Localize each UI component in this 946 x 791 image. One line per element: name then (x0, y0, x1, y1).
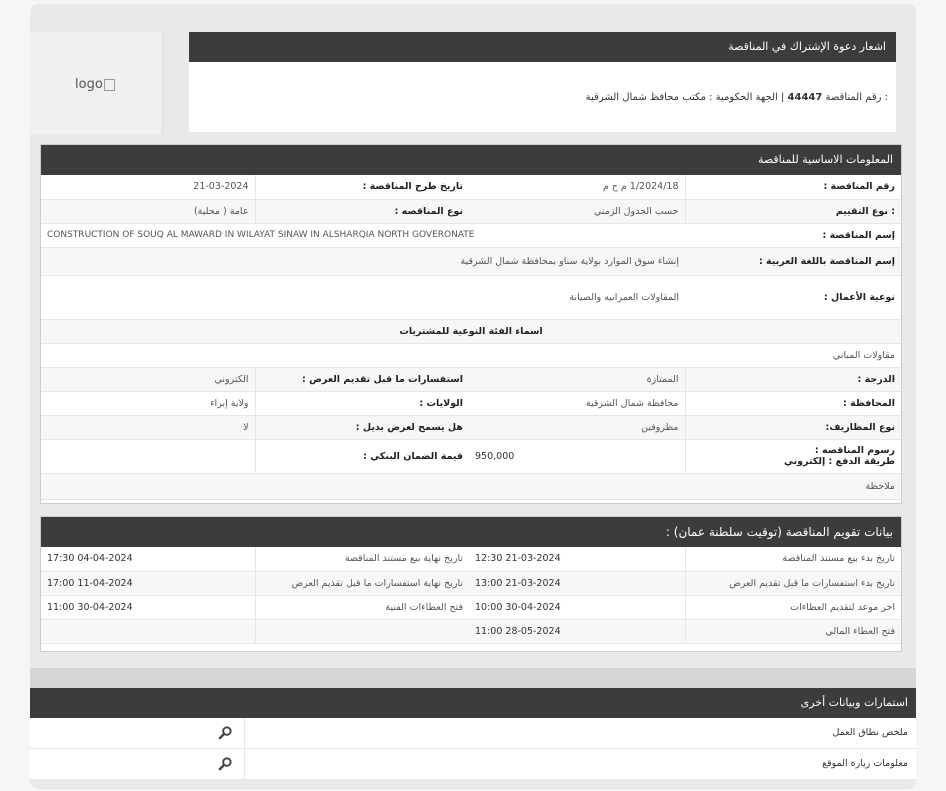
notice-prefix: : رقم المناقصة (825, 92, 888, 103)
search-icon[interactable] (218, 756, 233, 771)
table-row (41, 223, 901, 247)
form-label-scope-summary: ملخص نطاق العمل (832, 727, 908, 738)
value-doc-sale-end: 17:30 04-04-2024 (41, 547, 255, 571)
table-row (41, 247, 901, 275)
empty-value (41, 619, 255, 643)
label-governorate: المحافظة : (685, 391, 901, 415)
forms-list (30, 718, 916, 780)
notice-title-bar (189, 32, 896, 62)
value-issue-date: 21-03-2024 (41, 175, 255, 199)
label-pre-bid-inquiries: استفسارات ما قبل تقديم العرض : (255, 367, 469, 391)
label-wilayats: الولايات : (255, 391, 469, 415)
label-note: ملاحظة (41, 473, 901, 499)
label-inquiries-end: تاريخ نهاية استفسارات ما قبل تقديم العرض (255, 571, 469, 595)
label-tender-name-arabic: إسم المناقصة باللغة العربية : (685, 247, 901, 275)
label-issue-date: تاريخ طرح المناقصة : (255, 175, 469, 199)
list-item (30, 718, 916, 749)
label-tender-number: رقم المناقصة : (685, 175, 901, 199)
basic-info-table (41, 175, 901, 500)
value-work-type: المقاولات العمرانيه والصيانة (41, 275, 685, 319)
table-row (41, 367, 901, 391)
label-technical-opening: فتح العطاءات الفنية (255, 595, 469, 619)
label-tender-type: نوع المناقصه : (255, 199, 469, 223)
label-tender-fees-text: رسوم المناقصه : (814, 445, 895, 456)
value-tender-number: 1/2024/18 م ح م (469, 175, 685, 199)
label-doc-sale-end: تاريخ نهاية بيع مستند المناقصة (255, 547, 469, 571)
table-row (41, 199, 901, 223)
value-doc-sale-start: 12:30 21-03-2024 (469, 547, 685, 571)
schedule-title: بيانات تقويم المناقصة (توقيت سلطنة عمان) : (665, 525, 893, 539)
label-financial-opening: فتح العطاء المالي (685, 619, 901, 643)
label-tender-fees (685, 439, 901, 473)
procurement-category-item: مقاولات المباني (41, 343, 901, 367)
forms-title-bar (30, 688, 916, 718)
table-row (41, 275, 901, 319)
label-inquiries-start: تاريخ بدء استفسارات ما قبل تقديم العرض (685, 571, 901, 595)
basic-info-title: المعلومات الاساسية للمناقصة (757, 153, 893, 166)
table-row (41, 595, 901, 619)
value-inquiries-start: 13:00 21-03-2024 (469, 571, 685, 595)
table-row (41, 415, 901, 439)
schedule-title-bar (41, 517, 901, 547)
basic-info-panel (40, 144, 902, 504)
table-row (41, 175, 901, 199)
table-row (41, 547, 901, 571)
broken-image-icon (104, 79, 115, 91)
value-envelope-type: مظروفين (469, 415, 685, 439)
value-tender-name-arabic: إنشاء سوق الموارد بولاية سناو بمحافظة شمال الشرقية (41, 247, 685, 275)
schedule-panel (40, 516, 902, 652)
label-bid-deadline: اخر موعد لتقديم العطاءات (685, 595, 901, 619)
notice-body (189, 62, 896, 132)
value-bid-deadline: 10:00 30-04-2024 (469, 595, 685, 619)
list-item (30, 749, 916, 780)
divider (244, 718, 245, 748)
value-grade: الممتازة (469, 367, 685, 391)
value-governorate: محافظة شمال الشرقية (469, 391, 685, 415)
table-row (41, 473, 901, 499)
label-doc-sale-start: تاريخ بدء بيع مستند المناقصة (685, 547, 901, 571)
divider (244, 749, 245, 779)
table-row (41, 619, 901, 643)
logo (75, 77, 115, 92)
procurement-category-heading: اسماء الفئة النوعية للمشتريات (41, 319, 901, 343)
value-bank-guarantee (41, 439, 255, 473)
basic-info-title-bar (41, 145, 901, 175)
value-tender-name: CONSTRUCTION OF SOUQ AL MAWARD IN WILAYAT SINAW IN ALSHARQIA NORTH GOVERONATE (41, 223, 685, 247)
value-technical-opening: 11:00 30-04-2024 (41, 595, 255, 619)
value-alternative-offer: لا (41, 415, 255, 439)
table-row (41, 343, 901, 367)
table-row (41, 439, 901, 473)
value-wilayats: ولاية إبراء (41, 391, 255, 415)
label-work-type: نوعية الأعمال : (685, 275, 901, 319)
label-evaluation-type: : نوع التقييم (685, 199, 901, 223)
value-tender-fees: 950,000 (469, 439, 685, 473)
logo-container (30, 32, 163, 134)
label-bank-guarantee: قيمة الضمان البنكي : (255, 439, 469, 473)
empty-label (255, 619, 469, 643)
search-icon[interactable] (218, 725, 233, 740)
table-row (41, 571, 901, 595)
tender-number: 44447 (787, 92, 823, 103)
logo-alt-text: logo (75, 77, 103, 92)
value-pre-bid-inquiries: الكتروني (41, 367, 255, 391)
form-label-site-visit: معلومات زيارة الموقع (822, 758, 908, 769)
section-divider (30, 668, 916, 688)
notice-suffix: | الجهة الحكومية : مكتب محافظ شمال الشرقية (585, 92, 785, 103)
label-grade: الدرجة : (685, 367, 901, 391)
label-payment-method: طريقة الدفع : إلكتروني (784, 456, 895, 467)
value-financial-opening: 11:00 28-05-2024 (469, 619, 685, 643)
label-envelope-type: نوع المظاريف: (685, 415, 901, 439)
label-alternative-offer: هل يسمح لعرض بديل : (255, 415, 469, 439)
forms-title: استمارات وبيانات أخرى (800, 696, 908, 709)
label-tender-name: إسم المناقصة : (685, 223, 901, 247)
table-row (41, 391, 901, 415)
table-row (41, 319, 901, 343)
value-evaluation-type: حسب الجدول الزمني (469, 199, 685, 223)
schedule-table (41, 547, 901, 644)
notice-title: اشعار دعوة الإشتراك في المناقصة (728, 40, 886, 53)
value-inquiries-end: 17:00 11-04-2024 (41, 571, 255, 595)
value-tender-type: عامة ( محلية) (41, 199, 255, 223)
